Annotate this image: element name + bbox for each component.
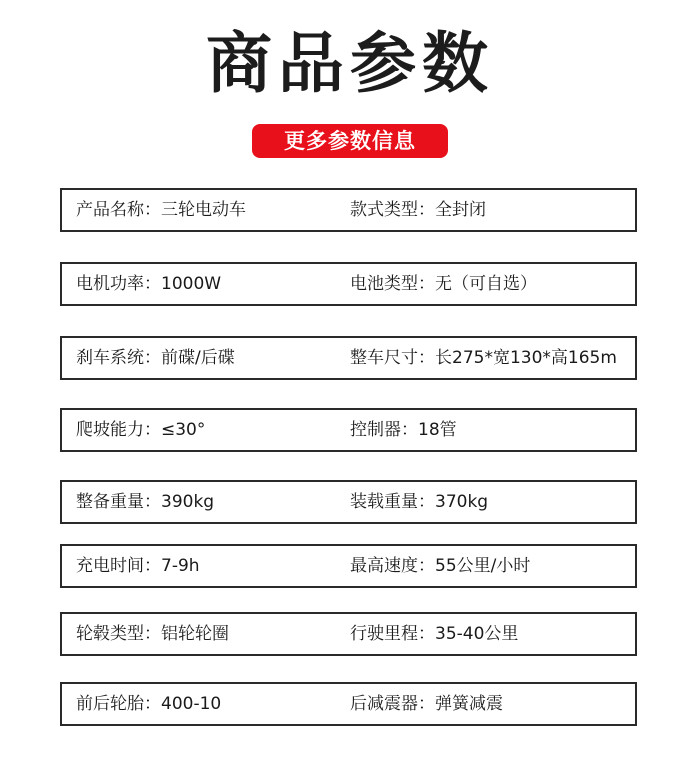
spec-hub-type: 轮毂类型：铝轮轮圈 [76,624,229,644]
spec-driving-range: 行驶里程：35-40公里 [350,624,519,644]
spec-charging-time: 充电时间：7-9h [76,556,200,576]
spec-product-name: 产品名称：三轮电动车 [76,200,246,220]
spec-row [60,682,637,726]
spec-row [60,262,637,306]
spec-row [60,480,637,524]
spec-motor-power: 电机功率：1000W [76,274,222,294]
spec-row [60,612,637,656]
page-title: 商品参数 [206,25,494,102]
spec-top-speed: 最高速度：55公里/小时 [350,556,531,576]
spec-load-weight: 装载重量：370kg [350,492,489,512]
spec-battery-type: 电池类型：无（可自选） [350,274,537,294]
spec-body-type: 款式类型：全封闭 [350,200,486,220]
more-info-button[interactable]: 更多参数信息 [252,124,448,158]
spec-controller: 控制器：18管 [350,420,457,440]
spec-climbing-ability: 爬坡能力：≤30° [76,420,206,440]
spec-row [60,188,637,232]
spec-brake-system: 刹车系统：前碟/后碟 [76,348,235,368]
spec-curb-weight: 整备重量：390kg [76,492,215,512]
spec-rear-shock: 后减震器：弹簧减震 [350,694,503,714]
spec-row [60,544,637,588]
spec-row [60,408,637,452]
spec-row [60,336,637,380]
spec-tires: 前后轮胎：400-10 [76,694,222,714]
spec-vehicle-dimensions: 整车尺寸：长275*宽130*高165m [350,348,617,368]
